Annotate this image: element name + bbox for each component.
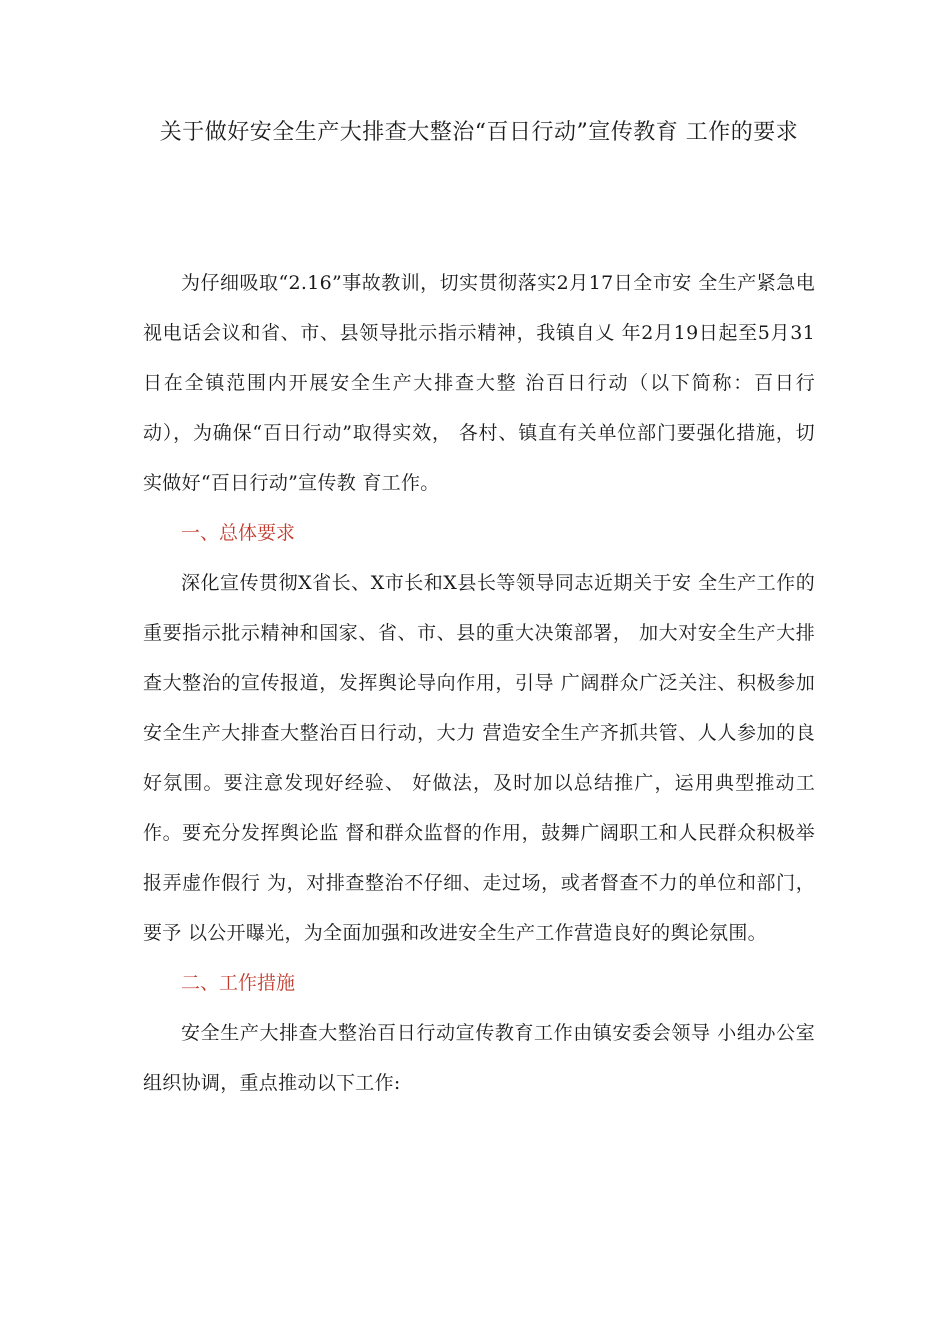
document-body [143,258,815,1108]
section-heading-overall-requirements: 一、总体要求 [181,522,296,544]
work-measures-paragraph: 安全生产大排查大整治百日行动宣传教育工作由镇安委会领导 小组办公室组织协调，重点推动以下工作: [143,1022,815,1094]
document-title: 关于做好安全生产大排查大整治“百日行动”宣传教育 工作的要求 [159,120,799,145]
intro-paragraph: 为仔细吸取“2.16”事故教训，切实贯彻落实2月17日全市安 全生产紧急电视电话会议和省、市、县领导批示指示精神，我镇自乂 年2月19日起至5月31日在全镇范围内开展安全生产大排查大整 治百日行动（以下简称：百日行动），为确保“百日行动”取得实效， 各村、镇直有关单位部门要强化措施，切实做好“百日行动”宣传教 育工作。 [143,272,815,494]
section-heading-work-measures: 二、工作措施 [181,972,296,994]
overall-requirements-paragraph: 深化宣传贯彻X省长、X市长和X县长等领导同志近期关于安 全生产工作的重要指示批示精神和国家、省、市、县的重大决策部署， 加大对安全生产大排查大整治的宣传报道，发挥舆论导向作用，引导 广阔群众广泛关注、积极参加安全生产大排查大整治百日行动，大力 营造安全生产齐抓共管、人人参加的良好氛围。要注意发现好经验、 好做法，及时加以总结推广，运用典型推动工作。要充分发挥舆论监 督和群众监督的作用，鼓舞广阔职工和人民群众积极举报弄虚作假行 为，对排查整治不仔细、走过场，或者督查不力的单位和部门，要予 以公开曝光，为全面加强和改进安全生产工作营造良好的舆论氛围。 [143,572,815,944]
